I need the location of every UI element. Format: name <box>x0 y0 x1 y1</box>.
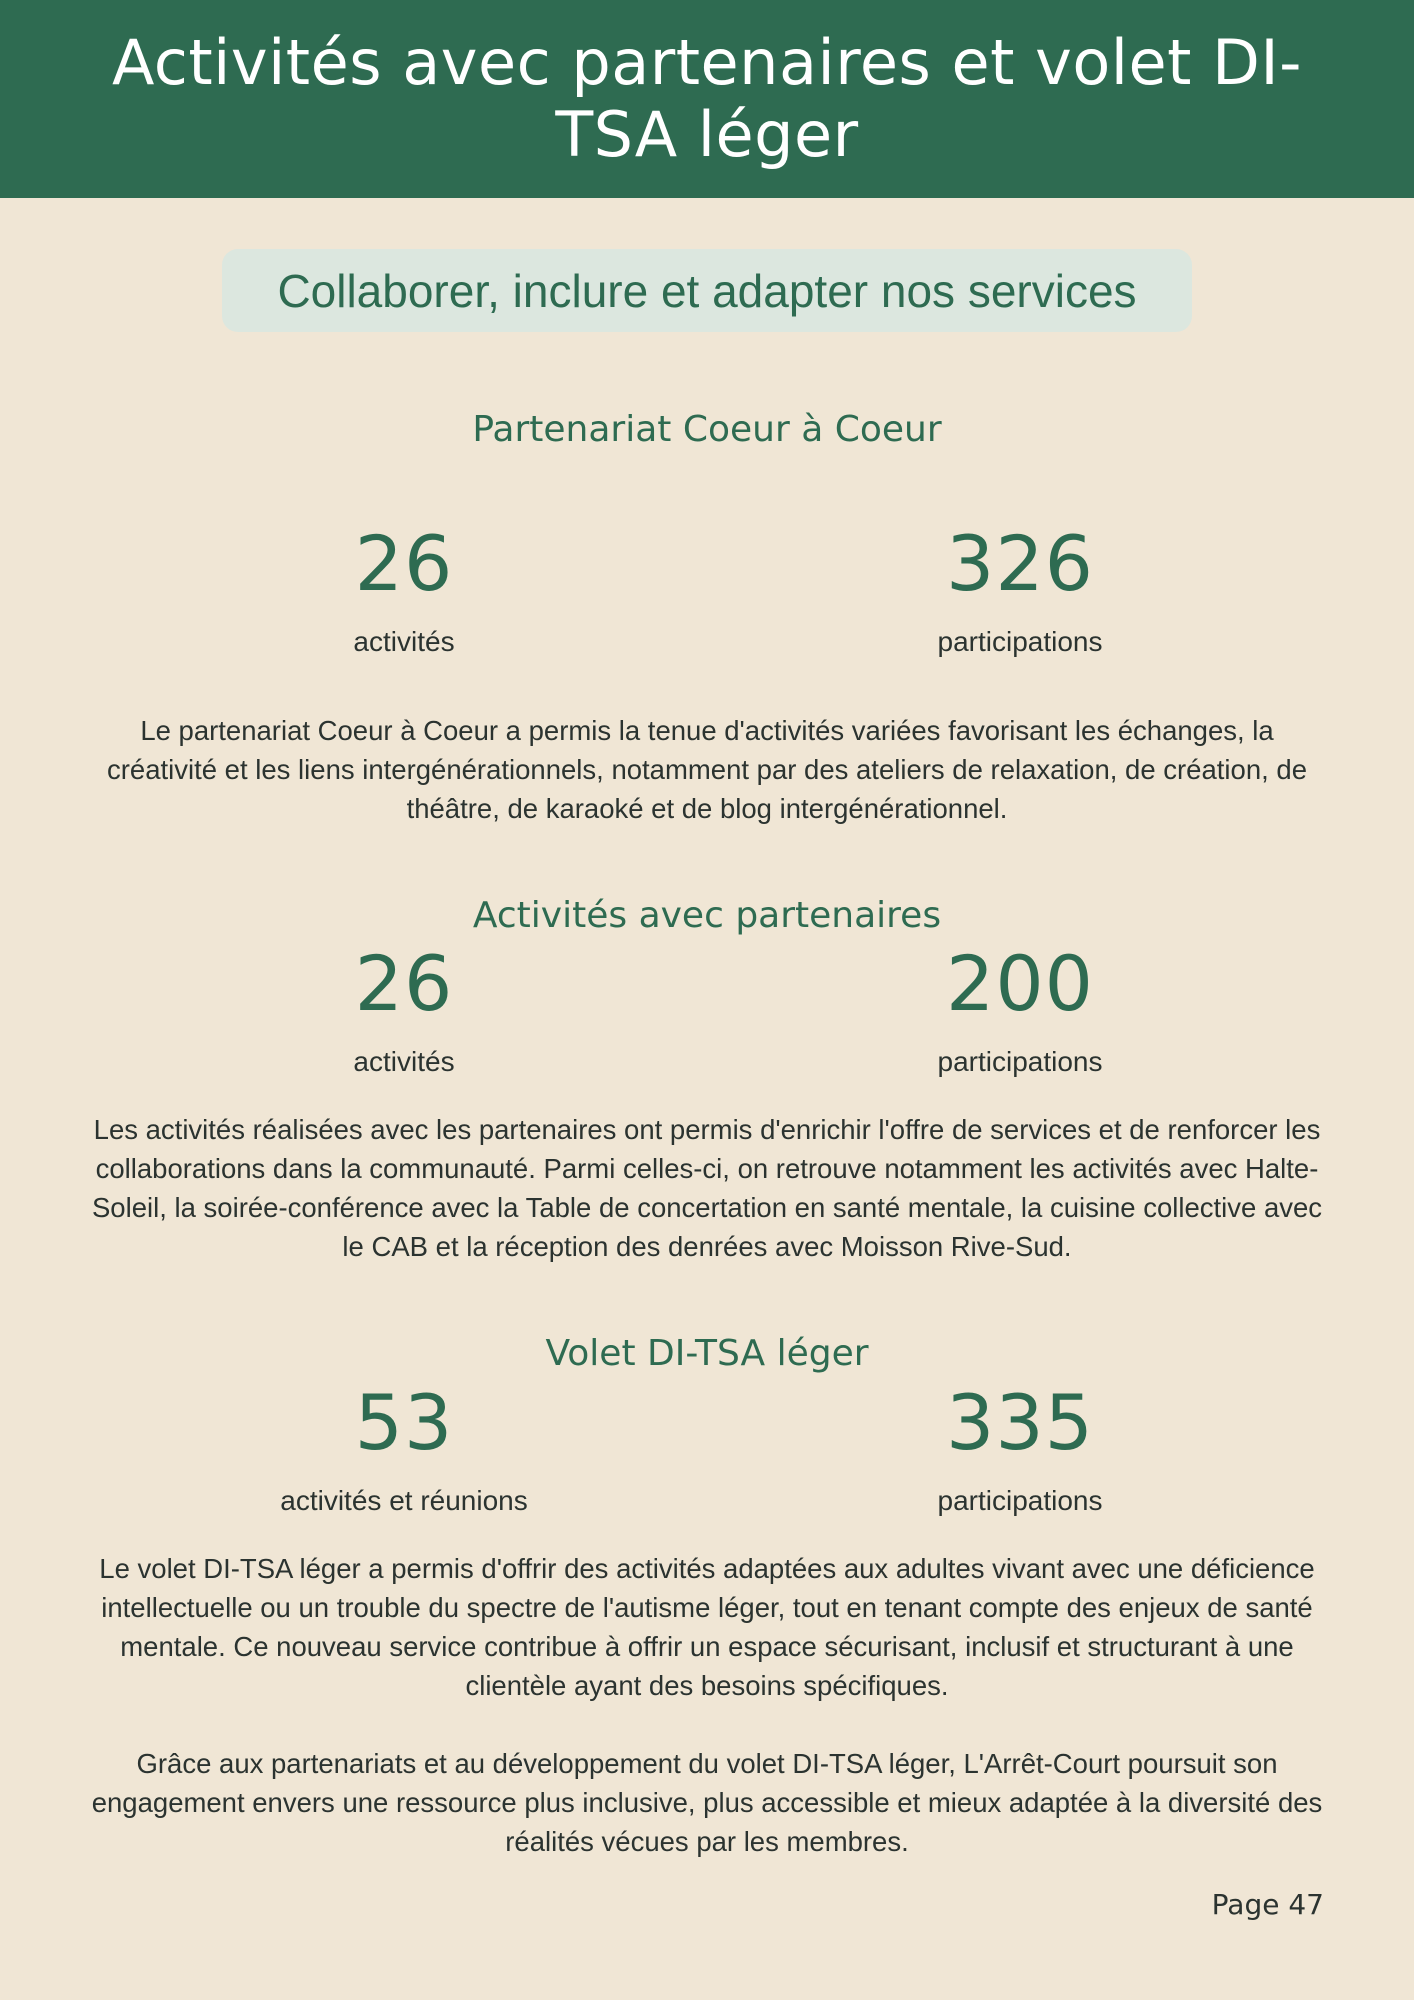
stat-label-di-tsa-participations: participations <box>937 1485 1103 1516</box>
section-text-coeur-a-coeur: Le partenariat Coeur à Coeur a permis la tenue d'activités variées favorisant les échanges, la créativité et les liens intergénérationnels, notamment par des ateliers de relaxation, de création, de théâtre, de karaoké et de blog intergénérationnel. <box>107 715 1307 824</box>
stat-value-di-tsa-activites: 53 <box>354 1378 454 1467</box>
section-title-coeur-a-coeur: Partenariat Coeur à Coeur <box>472 409 942 450</box>
section-title-di-tsa: Volet DI-TSA léger <box>545 1333 869 1374</box>
page-title: Activités avec partenaires et volet DI-TSA léger <box>111 26 1303 171</box>
stat-value-partenaires-activites: 26 <box>354 939 454 1028</box>
section-text-activites-partenaires: Les activités réalisées avec les partenaires ont permis d'enrichir l'offre de services et de renforcer les collaborations dans la communauté. Parmi celles-ci, on retrouve notamment les activités avec Halte-Soleil, la soirée-conférence avec la Table de concertation en santé mentale, la cuisine collective avec le CAB et la réception des denrées avec Moisson Rive-Sud. <box>91 1114 1323 1262</box>
stat-value-coeur-activites: 26 <box>354 519 454 608</box>
stat-label-coeur-activites: activités <box>353 626 455 657</box>
stat-label-partenaires-participations: participations <box>937 1046 1103 1077</box>
section-title-activites-partenaires: Activités avec partenaires <box>472 895 942 936</box>
conclusion-text: Grâce aux partenariats et au développement du volet DI-TSA léger, L'Arrêt-Court poursuit son engagement envers une ressource plus inclusive, plus accessible et mieux adaptée à la diversité des réalités vécues par les membres. <box>91 1748 1323 1857</box>
stat-value-partenaires-participations: 200 <box>945 939 1095 1028</box>
stat-value-di-tsa-participations: 335 <box>945 1378 1095 1467</box>
page-number: Page 47 <box>1211 1888 1324 1921</box>
page-header <box>0 0 1414 198</box>
stat-value-coeur-participations: 326 <box>945 519 1095 608</box>
stat-label-coeur-participations: participations <box>937 626 1103 657</box>
stat-label-partenaires-activites: activités <box>353 1046 455 1077</box>
subtitle-text: Collaborer, inclure et adapter nos services <box>277 264 1137 317</box>
stat-label-di-tsa-activites: activités et réunions <box>280 1485 528 1516</box>
subtitle-badge <box>222 249 1192 332</box>
section-text-di-tsa: Le volet DI-TSA léger a permis d'offrir des activités adaptées aux adultes vivant avec une déficience intellectuelle ou un trouble du spectre de l'autisme léger, tout en tenant compte des enjeux de santé mentale. Ce nouveau service contribue à offrir un espace sécurisant, inclusif et structurant à une clientèle ayant des besoins spécifiques. <box>99 1553 1315 1701</box>
